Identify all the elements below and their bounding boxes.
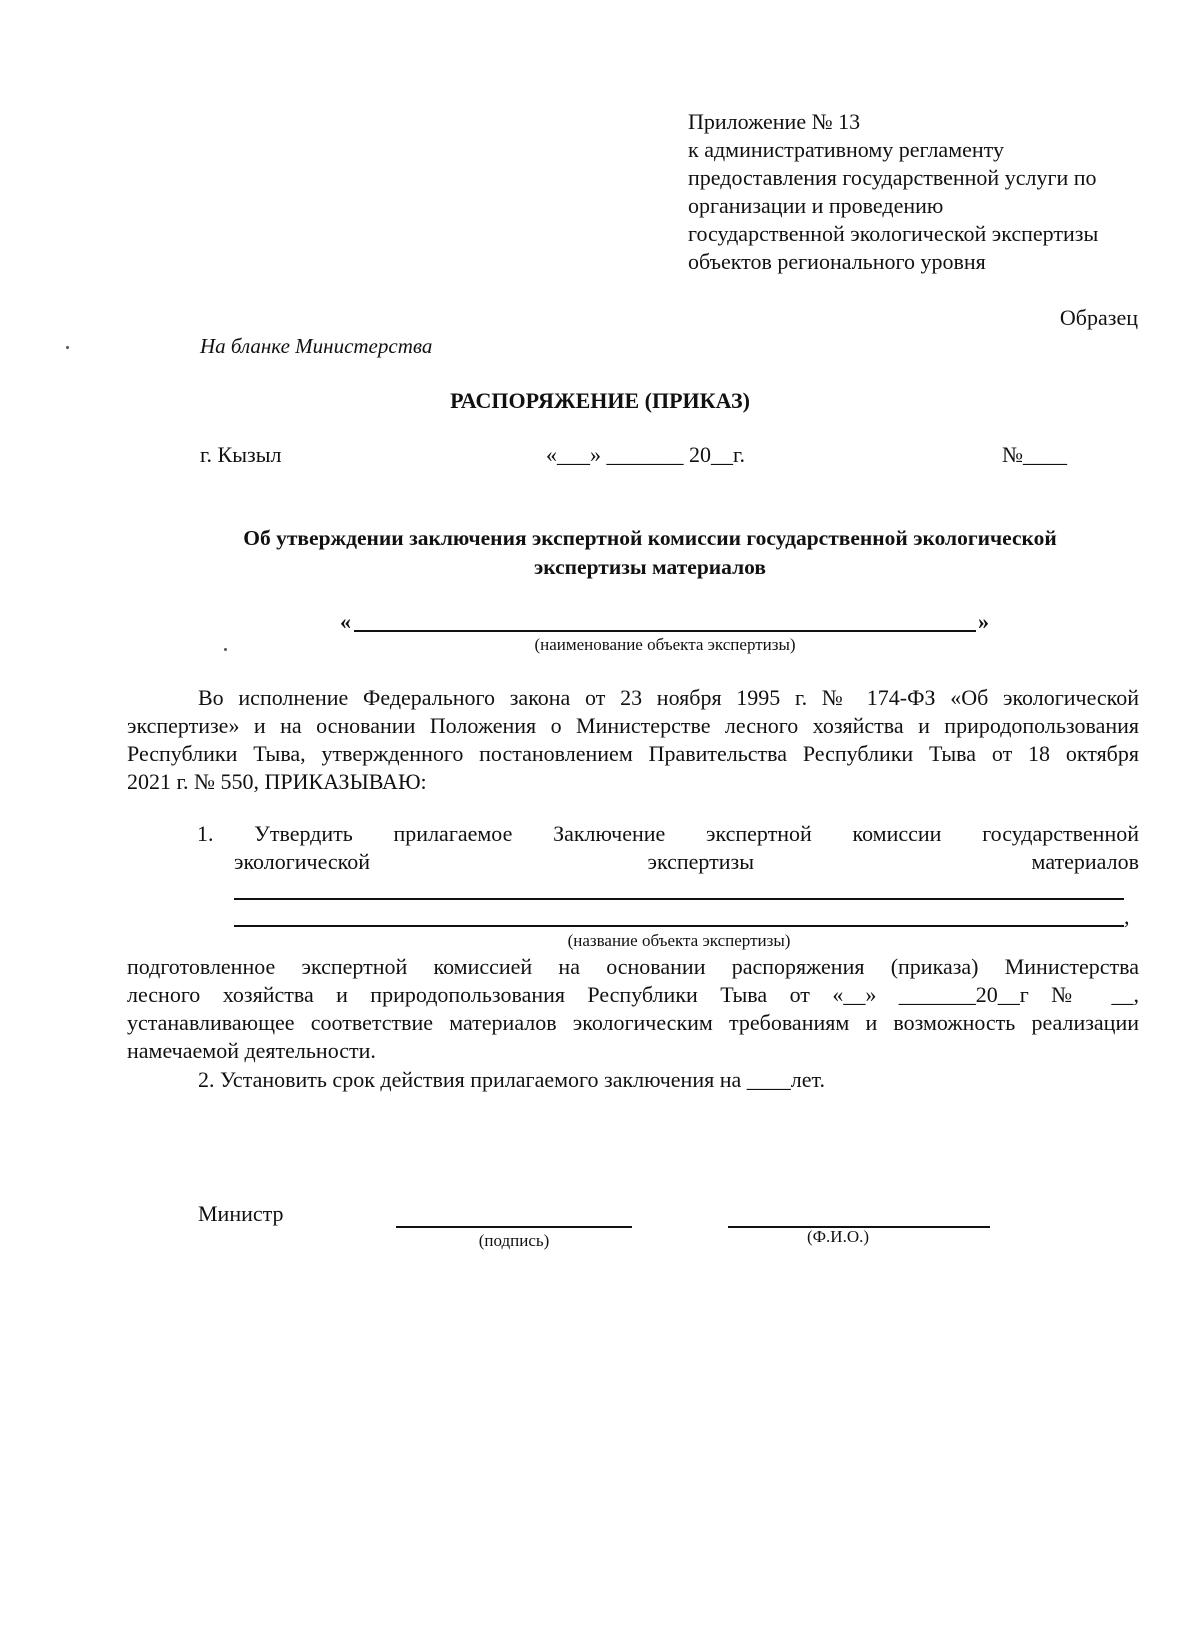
object-title-caption: (название объекта экспертизы) [567, 931, 791, 950]
item-1-line: экологической экспертизы материалов [234, 849, 1139, 874]
intro-paragraph [127, 684, 1139, 796]
object-name-caption: (наименование объекта экспертизы) [534, 635, 796, 654]
document-title: РАСПОРЯЖЕНИЕ (ПРИКАЗ) [450, 388, 750, 413]
appendix-header [688, 108, 1148, 276]
trailing-comma: , [1124, 904, 1130, 929]
object-title-blank-line [234, 925, 1124, 927]
paragraph-line: устанавливающее соответствие материалов экологическим требованиям и возможность реализации [127, 1010, 1139, 1035]
paragraph-line: намечаемой деятельности. [127, 1038, 376, 1063]
object-title-blank-line [234, 898, 1124, 900]
city: г. Кызыл [200, 442, 282, 467]
prepared-paragraph [127, 953, 1139, 1065]
letterhead-note: На бланке Министерства [200, 334, 433, 358]
scan-speck [224, 648, 227, 651]
signature-blank-line [396, 1226, 632, 1228]
appendix-line: организации и проведению [688, 193, 944, 218]
appendix-line: к административному регламенту [688, 137, 1004, 162]
appendix-line: объектов регионального уровня [688, 249, 986, 274]
appendix-line: государственной экологической экспертизы [688, 221, 1099, 246]
paragraph-line: лесного хозяйства и природопользования Республики Тыва от «__» _______20__г № __, [127, 982, 1139, 1007]
paragraph-line: 2021 г. № 550, ПРИКАЗЫВАЮ: [127, 769, 427, 794]
object-name-blank-line [354, 630, 976, 632]
item-1 [197, 820, 1139, 876]
signature-caption: (подпись) [478, 1231, 550, 1250]
item-2: 2. Установить срок действия прилагаемого заключения на ____лет. [198, 1067, 825, 1092]
subject-line: Об утверждении заключения экспертной комиссии государственной экологической [243, 526, 1057, 550]
paragraph-line: экспертизе» и на основании Положения о Министерстве лесного хозяйства и природопользования [127, 713, 1139, 738]
paragraph-line: подготовленное экспертной комиссией на основании распоряжения (приказа) Министерства [127, 954, 1139, 979]
paragraph-line: Республики Тыва, утвержденного постановлением Правительства Республики Тыва от 18 октября [127, 741, 1139, 766]
appendix-line: предоставления государственной услуги по [688, 165, 1097, 190]
order-number-field: №____ [1002, 442, 1067, 467]
date-field: «___» _______ 20__г. [546, 442, 746, 467]
paragraph-line: Во исполнение Федерального закона от 23 ноября 1995 г. № 174-ФЗ «Об экологической [198, 685, 1139, 710]
signatory-role: Министр [198, 1201, 284, 1226]
sample-label: Образец [1059, 305, 1138, 330]
appendix-line: Приложение № 13 [688, 109, 861, 134]
subject-line: экспертизы материалов [533, 555, 766, 579]
object-open-quote: « [340, 609, 351, 634]
full-name-caption: (Ф.И.О.) [806, 1227, 870, 1246]
scan-speck [66, 346, 69, 349]
object-close-quote: » [978, 609, 989, 634]
item-1-line: 1. Утвердить прилагаемое Заключение экспертной комиссии государственной [197, 821, 1139, 846]
subject-heading [150, 524, 1150, 582]
